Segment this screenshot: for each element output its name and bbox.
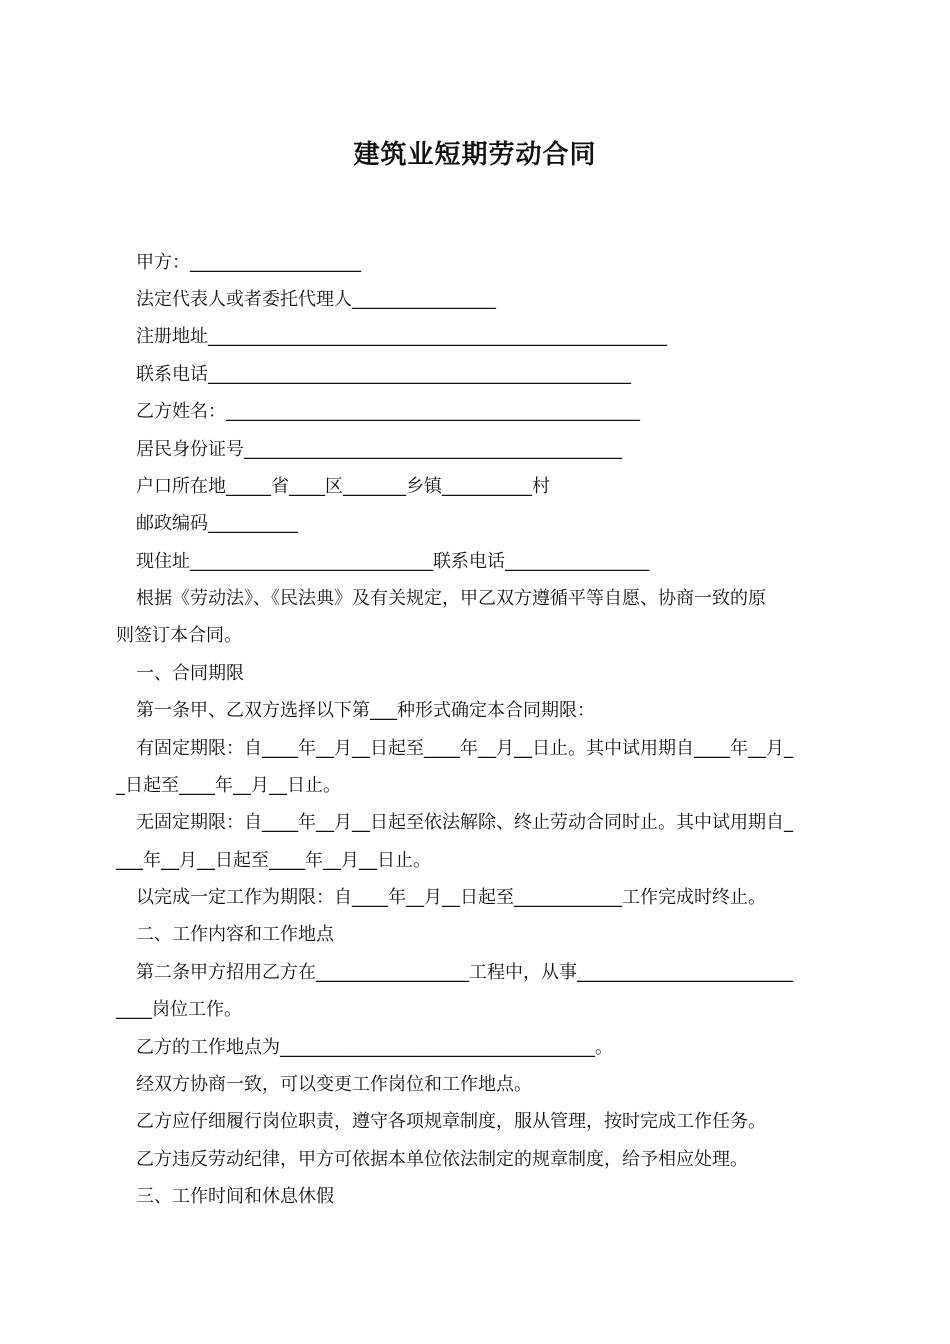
party-b-name-line: 乙方姓名：______________________________________________ [136, 401, 640, 422]
discipline-line: 乙方违反劳动纪律，甲方可依据本单位依法制定的规章制度，给予相应处理。 [136, 1149, 748, 1170]
article-2-line-1: 第二条甲方招用乙方在_________________工程中，从事________________________ [136, 962, 793, 983]
legal-representative-line: 法定代表人或者委托代理人________________ [136, 289, 496, 310]
household-registration-line: 户口所在地_____省____区_______乡镇__________村 [136, 476, 550, 497]
fixed-term-line-1: 有固定期限：自____年__月__日起至____年__月__日止。其中试用期自____年__月_ [136, 738, 793, 759]
article-2-line-2: ____岗位工作。 [116, 999, 242, 1020]
section-heading-2: 二、工作内容和工作地点 [136, 924, 334, 945]
document-title: 建筑业短期劳动合同 [353, 140, 597, 170]
party-a-line: 甲方：___________________ [136, 252, 361, 273]
duties-line: 乙方应仔细履行岗位职责，遵守各项规章制度，服从管理，按时完成工作任务。 [136, 1111, 766, 1132]
id-number-line: 居民身份证号__________________________________________ [136, 439, 622, 460]
work-location-line: 乙方的工作地点为___________________________________。 [136, 1037, 613, 1058]
preamble-line-1: 根据《劳动法》、《民法典》及有关规定，甲乙双方遵循平等自愿、协商一致的原 [136, 588, 766, 609]
task-term-line: 以完成一定工作为期限：自____年__月__日起至____________工作完成时终止。 [136, 887, 766, 908]
change-position-line: 经双方协商一致，可以变更工作岗位和工作地点。 [136, 1074, 532, 1095]
section-heading-3: 三、工作时间和休息休假 [136, 1186, 334, 1207]
article-1-line: 第一条甲、乙双方选择以下第___种形式确定本合同期限： [136, 700, 595, 721]
open-term-line-1: 无固定期限：自____年__月__日起至依法解除、终止劳动合同时止。其中试用期自_ [136, 812, 793, 833]
preamble-line-2: 则签订本合同。 [116, 625, 242, 646]
postal-code-line: 邮政编码__________ [136, 513, 298, 534]
section-heading-1: 一、合同期限 [136, 663, 244, 684]
registered-address-line: 注册地址___________________________________________________ [136, 326, 667, 347]
open-term-line-2: ___年__月__日起至____年__月__日止。 [116, 850, 431, 871]
fixed-term-line-2: _日起至____年__月__日止。 [116, 775, 341, 796]
current-address-line: 现住址___________________________联系电话________________ [136, 551, 649, 572]
party-a-phone-line: 联系电话_______________________________________________ [136, 364, 631, 385]
